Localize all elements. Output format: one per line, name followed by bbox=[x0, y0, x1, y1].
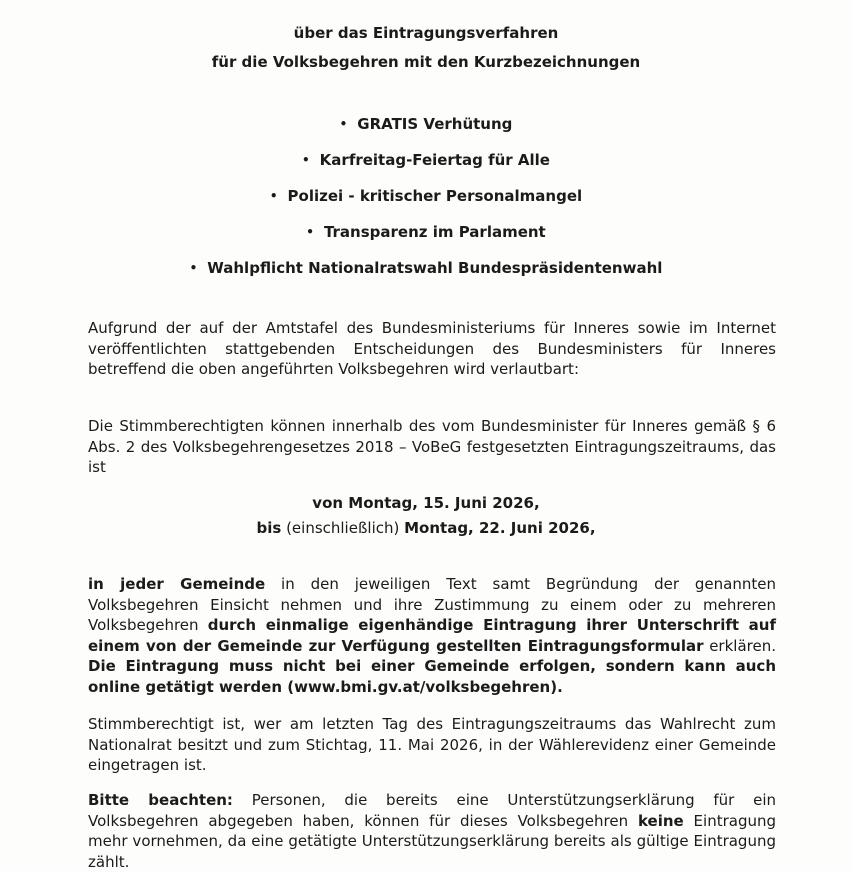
notice-text-2: Eintragung mehr vornehmen, da eine getätigte Unterstützungserklärung bereits als gültige Eintragung zählt. bbox=[88, 811, 776, 871]
eligibility-intro-paragraph: Die Stimmberechtigten können innerhalb des vom Bundesminister für Inneres gemäß § 6 Abs. 2 des Volksbegehrengesetzes 2018 – VoBeG festgesetzten Eintragungszeitraums, das ist bbox=[88, 417, 776, 476]
notice-emphasis: keine bbox=[637, 811, 684, 830]
announcement-paragraph: Aufgrund der auf der Amtstafel des Bundesministeriums für Inneres sowie im Internet veröffentlichten stattgebenden Entscheidungen des Bundesministers für Inneres betreffend die oben angeführten Volksbegehren wird verlautbart: bbox=[88, 319, 776, 378]
voting-eligibility-paragraph: Stimmberechtigt ist, wer am letzten Tag des Eintragungszeitraums das Wahlrecht zum Nationalrat besitzt und zum Stichtag, 11. Mai 2026, in der Wählerevidenz einer Gemeinde eingetragen ist. bbox=[88, 715, 776, 774]
list-item bbox=[0, 110, 852, 146]
online-registration-note: Die Eintragung muss nicht bei einer Gemeinde erfolgen, sondern kann auch online getätigt werden (www.bmi.gv.at/volksbegehren). bbox=[88, 657, 776, 696]
notice-paragraph bbox=[88, 790, 776, 872]
bullet-icon: • bbox=[302, 153, 310, 167]
bullet-icon: • bbox=[269, 189, 278, 203]
list-item bbox=[0, 254, 852, 290]
registration-how: durch einmalige eigenhändige Eintragung ihrer Unterschrift auf einem von der Gemeinde zur Verfügung gestellten Eintragungsformular bbox=[88, 616, 776, 655]
registration-paragraph bbox=[88, 574, 776, 697]
notice-label: Bitte beachten: bbox=[88, 791, 233, 809]
registration-text-2: erklären. bbox=[703, 636, 776, 655]
bullet-icon: • bbox=[306, 225, 314, 239]
header-line-1: über das Eintragungsverfahren bbox=[293, 24, 559, 42]
list-item bbox=[0, 218, 852, 254]
registration-text: in den jeweiligen Text samt Begründung der genannten Volksbegehren Einsicht nehmen und ihre Zustimmung zu einem oder zu mehreren Volksbegehren bbox=[88, 575, 776, 634]
volksbegehren-list bbox=[0, 110, 852, 290]
period-end-date: Montag, 22. Juni 2026, bbox=[404, 519, 596, 537]
volksbegehren-title: Transparenz im Parlament bbox=[323, 223, 546, 241]
bullet-icon: • bbox=[189, 261, 198, 275]
period-end-bis: bis bbox=[256, 519, 282, 537]
period-start: von Montag, 15. Juni 2026, bbox=[312, 494, 540, 512]
volksbegehren-title: Polizei - kritischer Personalmangel bbox=[287, 187, 583, 205]
registration-where: in jeder Gemeinde bbox=[88, 575, 266, 593]
volksbegehren-title: Wahlpflicht Nationalratswahl Bundespräsidentenwahl bbox=[207, 259, 663, 277]
list-item bbox=[0, 182, 852, 218]
bullet-icon: • bbox=[339, 117, 348, 131]
period-end-inclusive: (einschließlich) bbox=[281, 519, 405, 537]
volksbegehren-title: Karfreitag-Feiertag für Alle bbox=[319, 151, 550, 169]
notice-text: Personen, die bereits eine Unterstützungserklärung für ein Volksbegehren abgegeben haben, können für dieses Volksbegehren bbox=[88, 791, 776, 830]
list-item bbox=[0, 146, 852, 182]
header-line-2: für die Volksbegehren mit den Kurzbezeichnungen bbox=[211, 53, 641, 71]
registration-period bbox=[0, 491, 852, 541]
volksbegehren-title: GRATIS Verhütung bbox=[357, 115, 513, 133]
